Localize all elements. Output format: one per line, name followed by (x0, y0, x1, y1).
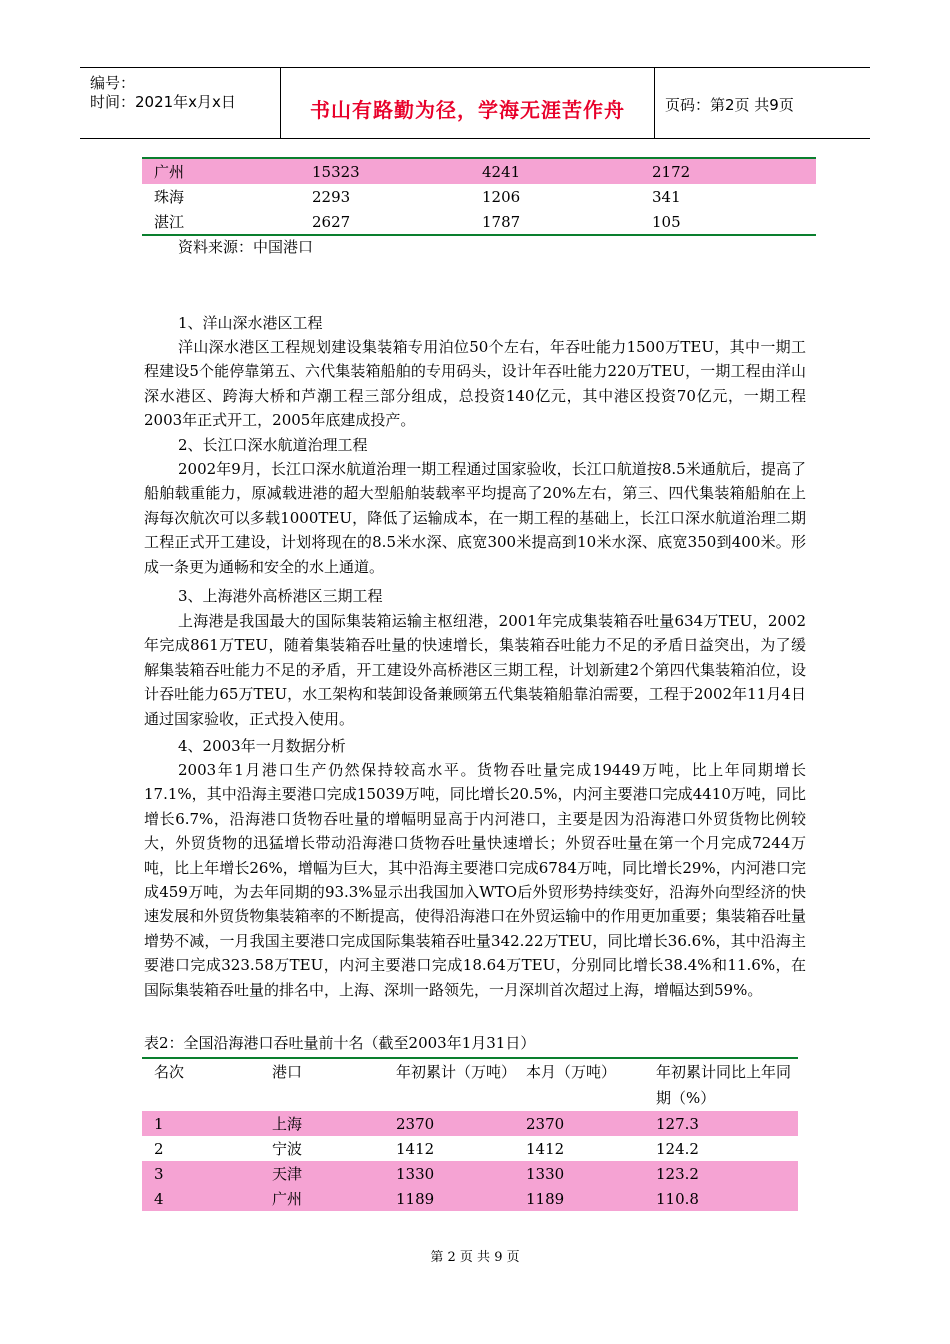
table-cell: 3 (142, 1161, 272, 1186)
table-cell: 110.8 (656, 1186, 798, 1211)
header-meta (80, 68, 281, 138)
table-cell: 15323 (312, 158, 482, 184)
table-cell: 天津 (272, 1161, 396, 1186)
table-header-cell: 本月（万吨） (526, 1063, 617, 1081)
table-cell: 124.2 (656, 1139, 699, 1158)
table-header-cell: 年初累计同比上年同期（%） (656, 1063, 792, 1107)
table-cell: 1787 (482, 212, 521, 231)
table-cell: 341 (652, 187, 681, 206)
section-title: 4、2003年一月数据分析 (178, 737, 346, 755)
table-cell: 广州 (142, 158, 312, 184)
section-title: 2、长江口深水航道治理工程 (178, 436, 368, 454)
table-cell: 1189 (396, 1186, 526, 1211)
table-cell: 4241 (482, 158, 652, 184)
table-cell: 2293 (312, 187, 351, 206)
table-caption: 表2：全国沿海港口吞吐量前十名（截至2003年1月31日） (144, 1034, 536, 1052)
table-row (142, 1111, 798, 1136)
page-number: 页码：第2页 共9页 (665, 96, 794, 114)
section-body: 洋山深水港区工程规划建设集装箱专用泊位50个左右，年吞吐能力1500万TEU，其中一期工程建设5个能停靠第五、六代集装箱船舶的专用码头，设计年吞吐能力220万TEU，一期工程由洋山深水港区、跨海大桥和芦潮工程三部分组成，总投资140亿元，其中港区投资70亿元，一期工程2003年正式开工，2005年底建成投产。 (144, 338, 806, 430)
table-cell: 1330 (396, 1161, 526, 1186)
page-header (80, 67, 870, 139)
section-body: 2002年9月，长江口深水航道治理一期工程通过国家验收，长江口航道按8.5米通航后，提高了船舶载重能力，原减载进港的超大型船舶装载率平均提高了20%左右，第三、四代集装箱船舶在上海每次航次可以多载1000TEU，降低了运输成本，在一期工程的基础上，长江口深水航道治理二期工程正式开工建设，计划将现在的8.5米水深、底宽300米提高到10米水深、底宽350到400米。形成一条更为通畅和安全的水上通道。 (144, 460, 806, 576)
table-row (142, 1161, 798, 1186)
table-header-cell: 港口 (272, 1063, 303, 1081)
section-title: 3、上海港外高桥港区三期工程 (178, 587, 383, 605)
table-cell: 1206 (482, 187, 521, 206)
date-label: 时间：2021年x月x日 (90, 93, 236, 111)
header-page-cell (655, 68, 870, 138)
table-cell: 4 (142, 1186, 272, 1211)
table-cell: 123.2 (656, 1161, 798, 1186)
table-row (142, 158, 816, 184)
table-cell: 2370 (526, 1111, 656, 1136)
section-body: 2003年1月港口生产仍然保持较高水平。货物吞吐量完成19449万吨，比上年同期增长17.1%，其中沿海主要港口完成15039万吨，同比增长20.5%，内河主要港口完成4410万吨，同比增长6.7%，沿海港口货物吞吐量的增幅明显高于内河港口，主要是因为沿海港口外贸货物比例较大，外贸货物的迅猛增长带动沿海港口货物吞吐量快速增长；外贸吞吐量在第一个月完成7244万吨，比上年增长26%，增幅为巨大，其中沿海主要港口完成6784万吨，同比增长29%，内河港口完成459万吨，为去年同期的93.3%显示出我国加入WTO后外贸形势持续变好，沿海外向型经济的快速发展和外贸货物集装箱率的不断提高，使得沿海港口在外贸运输中的作用更加重要；集装箱吞吐量增势不减，一月我国主要港口完成国际集装箱吞吐量342.22万TEU，同比增长36.6%，其中沿海主要港口完成323.58万TEU，内河主要港口完成18.64万TEU，分别同比增长38.4%和11.6%，在国际集装箱吞吐量的排名中，上海、深圳一路领先，一月深圳首次超过上海，增幅达到59%。 (144, 761, 806, 999)
table-cell: 2172 (652, 158, 816, 184)
section-title: 1、洋山深水港区工程 (178, 314, 323, 332)
table-cell: 上海 (272, 1111, 396, 1136)
table-row (142, 209, 816, 235)
table-cell: 2627 (312, 212, 351, 231)
table-cell: 广州 (272, 1186, 396, 1211)
table-cell: 1189 (526, 1186, 656, 1211)
section-body: 上海港是我国最大的国际集装箱运输主枢纽港，2001年完成集装箱吞吐量634万TEU，2002年完成861万TEU，随着集装箱吞吐量的快速增长，集装箱吞吐能力不足的矛盾日益突出，为了缓解集装箱吞吐能力不足的矛盾，开工建设外高桥港区三期工程，计划新建2个第四代集装箱泊位，设计吞吐能力65万TEU，水工架构和装卸设备兼顾第五代集装箱船靠泊需要，工程于2002年11月4日通过国家验收，正式投入使用。 (144, 612, 806, 728)
table-cell: 珠海 (154, 188, 185, 206)
motto: 书山有路勤为径，学海无涯苦作舟 (310, 98, 625, 122)
table-cell: 1412 (526, 1139, 565, 1158)
table-cell: 1330 (526, 1161, 656, 1186)
table-cell: 1412 (396, 1139, 435, 1158)
table-cell: 127.3 (656, 1111, 798, 1136)
table-cell: 湛江 (154, 213, 185, 231)
number-label: 编号： (90, 74, 136, 92)
table-header-row (142, 1058, 798, 1111)
table-row (142, 1186, 798, 1211)
port-table-continued (142, 157, 816, 236)
table-source: 资料来源：中国港口 (178, 238, 314, 256)
table-row (142, 1136, 798, 1161)
table-header-cell: 名次 (154, 1063, 185, 1081)
table-cell: 2 (154, 1139, 164, 1158)
table-header-cell: 年初累计（万吨） (396, 1063, 517, 1081)
table-cell: 1 (142, 1111, 272, 1136)
header-motto-cell (281, 68, 655, 138)
top-ports-table (142, 1057, 798, 1211)
table-cell: 2370 (396, 1111, 526, 1136)
table-cell: 宁波 (272, 1140, 303, 1158)
table-cell: 105 (652, 212, 681, 231)
page-footer: 第 2 页 共 9 页 (430, 1250, 520, 1265)
table-row (142, 184, 816, 209)
